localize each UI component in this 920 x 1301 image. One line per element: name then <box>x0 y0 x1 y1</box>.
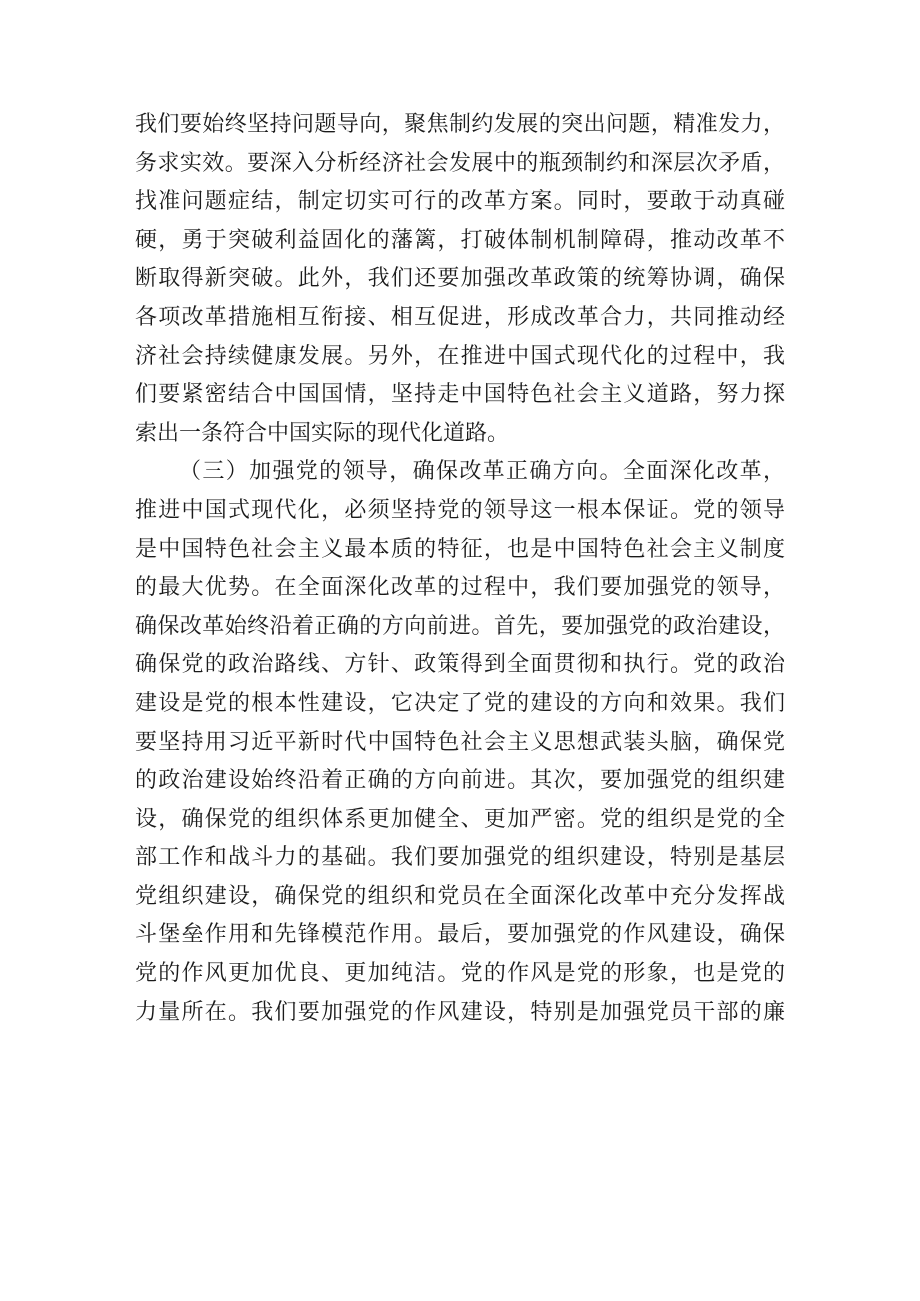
text-line: 党组织建设，确保党的组织和党员在全面深化改革中充分发挥战 <box>135 883 785 909</box>
text-line: 党的作风更加优良、更加纯洁。党的作风是党的形象，也是党的 <box>135 961 785 987</box>
text-line: 断取得新突破。此外，我们还要加强改革政策的统筹协调，确保 <box>135 266 785 292</box>
text-line: 斗堡垒作用和先锋模范作用。最后，要加强党的作风建设，确保 <box>135 922 785 948</box>
text-line: 建设是党的根本性建设，它决定了党的建设的方向和效果。我们 <box>135 690 785 716</box>
text-line: 的最大优势。在全面深化改革的过程中，我们要加强党的领导， <box>135 575 785 601</box>
text-line: 务求实效。要深入分析经济社会发展中的瓶颈制约和深层次矛盾， <box>135 150 785 176</box>
text-line: 确保党的政治路线、方针、政策得到全面贯彻和执行。党的政治 <box>135 652 785 678</box>
text-line: 硬，勇于突破利益固化的藩篱，打破体制机制障碍，推动改革不 <box>135 227 785 253</box>
text-line: 力量所在。我们要加强党的作风建设，特别是加强党员干部的廉 <box>135 999 785 1025</box>
text-line: 是中国特色社会主义最本质的特征，也是中国特色社会主义制度 <box>135 536 785 562</box>
text-line: 部工作和战斗力的基础。我们要加强党的组织建设，特别是基层 <box>135 845 785 871</box>
text-line: 们要紧密结合中国国情，坚持走中国特色社会主义道路，努力探 <box>135 382 785 408</box>
text-line: 索出一条符合中国实际的现代化道路。 <box>135 420 510 446</box>
section-heading-line: （三）加强党的领导，确保改革正确方向。全面深化改革， <box>179 459 785 485</box>
text-line: 的政治建设始终沿着正确的方向前进。其次，要加强党的组织建 <box>135 768 785 794</box>
text-line: 确保改革始终沿着正确的方向前进。首先，要加强党的政治建设， <box>135 613 785 639</box>
text-line: 找准问题症结，制定切实可行的改革方案。同时，要敢于动真碰 <box>135 189 785 215</box>
text-line: 我们要始终坚持问题导向，聚焦制约发展的突出问题，精准发力， <box>135 112 785 137</box>
text-line: 各项改革措施相互衔接、相互促进，形成改革合力，共同推动经 <box>135 304 785 330</box>
text-line: 要坚持用习近平新时代中国特色社会主义思想武装头脑，确保党 <box>135 729 785 755</box>
text-line: 推进中国式现代化，必须坚持党的领导这一根本保证。党的领导 <box>135 497 785 523</box>
text-line: 设，确保党的组织体系更加健全、更加严密。党的组织是党的全 <box>135 806 785 832</box>
body-text <box>135 106 785 1032</box>
text-line: 济社会持续健康发展。另外，在推进中国式现代化的过程中，我 <box>135 343 785 369</box>
